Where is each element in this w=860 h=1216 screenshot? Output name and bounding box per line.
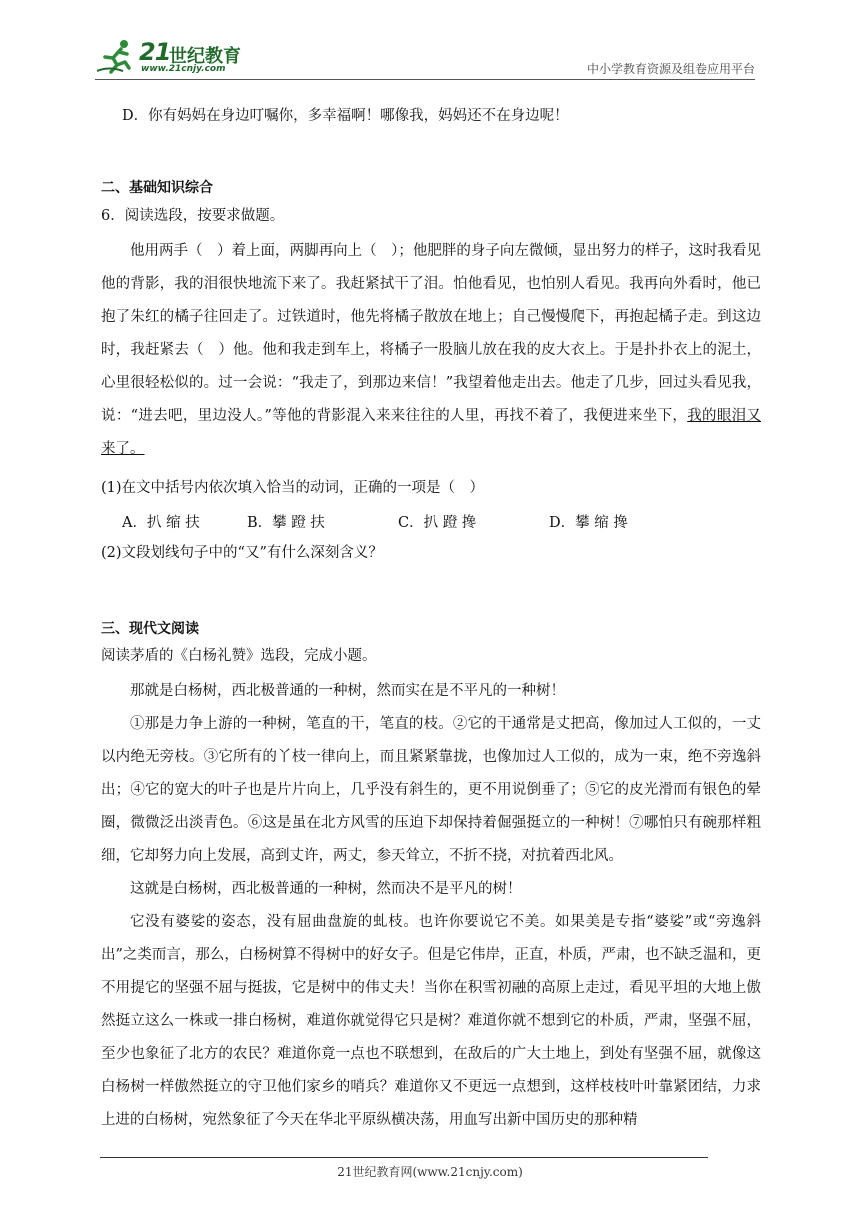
page-footer: 21世纪教育网(www.21cnjy.com) (337, 1165, 523, 1179)
section2-title: 二、基础知识综合 (101, 180, 213, 196)
q6-stem: 6．阅读选段，按要求做题。 (101, 208, 285, 224)
q6-sub1: (1)在文中括号内依次填入恰当的动词，正确的一项是（ ） (101, 480, 485, 496)
logo-text: 世纪教育 (169, 46, 241, 67)
section3-title: 三、现代文阅读 (101, 621, 199, 637)
option-b[interactable]: B．攀 蹬 扶 (247, 515, 325, 531)
platform-name: 中小学教育资源及组卷应用平台 (586, 62, 755, 76)
q6-sub2: (2)文段划线句子中的“又”有什么深刻含义？ (101, 545, 383, 561)
footer-divider (100, 1157, 708, 1158)
paragraph-2: ①那是力争上游的一种树，笔直的干，笔直的枝。②它的干通常是丈把高，像加过人工似的，一丈以内绝无旁枝。③它所有的丫枝一律向上，而且紧紧靠拢，也像加过人工似的，成为一束，绝不旁逸斜出；④它的宽大的叶子也是片片向上，几乎没有斜生的，更不用说倒垂了；⑤它的皮光滑而有银色的晕圈，微微泛出淡青色。⑥这是虽在北方风雪的压迫下却保持着倔强挺立的一种树！⑦哪怕只有碗那样粗细，它却努力向上发展，高到丈许，两丈，参天耸立，不折不挠，对抗着西北风。 (101, 716, 761, 864)
underlined-sentence: 我的眼泪又来了。 (101, 408, 762, 457)
site-logo[interactable] (95, 36, 265, 76)
option-d[interactable]: D．攀 缩 搀 (549, 515, 628, 531)
page-header (95, 36, 755, 80)
paragraph-1: 那就是白杨树，西北极普通的一种树，然而实在是不平凡的一种树！ (130, 683, 565, 699)
header-divider (95, 79, 755, 80)
paragraph-3: 这就是白杨树，西北极普通的一种树，然而决不是平凡的树！ (130, 881, 522, 897)
runner-icon (97, 38, 137, 74)
passage-text: 他用两手（ ）着上面，两脚再向上（ ）；他肥胖的身子向左微倾，显出努力的样子，这时我看见他的背影，我的泪很快地流下来了。我赶紧拭干了泪。怕他看见，也怕别人看见。我再向外看时，他已抱了朱红的橘子往回走了。过铁道时，他先将橘子散放在地上；自己慢慢爬下，再抱起橘子走。到这边时，我赶紧去（ ）他。他和我走到车上，将橘子一股脑儿放在我的皮大衣上。于是扑扑衣上的泥土，心里很轻松似的。过一会说：“我走了，到那边来信！”我望着他走出去。他走了几步，回过头看见我，说：“进去吧，里边没人。”等他的背影混入来来往往的人里，再找不着了，我便进来坐下， (101, 243, 761, 424)
logo-url: www.21cnjy.com (141, 64, 226, 74)
q6-passage (101, 235, 761, 466)
paragraph-4: 它没有婆娑的姿态，没有屈曲盘旋的虬枝。也许你要说它不美。如果美是专指“婆娑”或“旁逸斜出”之类而言，那么，白杨树算不得树中的好女子。但是它伟岸，正直，朴质，严肃，也不缺乏温和，更不用提它的坚强不屈与挺拔，它是树中的伟丈夫！当你在积雪初融的高原上走过，看见平坦的大地上傲然挺立这么一株或一排白杨树，难道你就觉得它只是树？难道你就不想到它的朴质，严肃，坚强不屈，至少也象征了北方的农民？难道你竟一点也不联想到，在敌后的广大土地上，到处有坚强不屈，就像这白杨树一样傲然挺立的守卫他们家乡的哨兵？难道你又不更远一点想到，这样枝枝叶叶靠紧团结，力求上进的白杨树，宛然象征了今天在华北平原纵横决荡，用血写出新中国历史的那种精 (101, 914, 761, 1128)
option-a[interactable]: A．扒 缩 扶 (122, 515, 200, 531)
logo-number: 21 (139, 38, 171, 66)
option-c[interactable]: C．扒 蹬 搀 (398, 515, 477, 531)
section3-intro: 阅读茅盾的《白杨礼赞》选段，完成小题。 (101, 648, 377, 664)
q5-option-d: D．你有妈妈在身边叮嘱你，多幸福啊！哪像我，妈妈还不在身边呢！ (122, 108, 569, 124)
